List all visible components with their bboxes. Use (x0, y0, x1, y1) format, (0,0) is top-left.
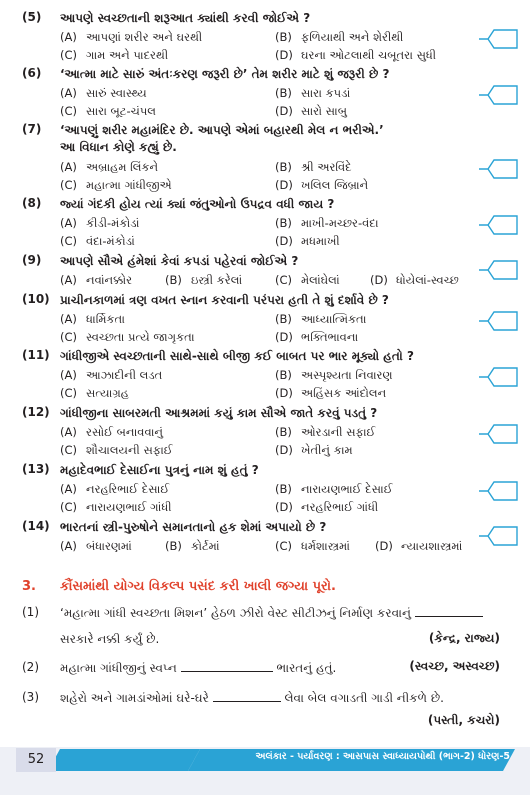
question-number: (5) (22, 10, 42, 24)
answer-box[interactable] (478, 259, 518, 281)
option-a[interactable]: (A) આપણાં શરીર અને ઘરથી (60, 30, 203, 44)
question-text: ગાંધીજીએ સ્વચ્છતાની સાથે-સાથે બીજી કઈ બાબત પર ભાર મૂક્યો હતો ? (60, 349, 414, 363)
option-d[interactable]: (D) ધોયેલાં-સ્વચ્છ (370, 273, 459, 287)
option-c[interactable]: (C) શૌચાલયની સફાઈ (60, 443, 173, 457)
blank-field[interactable] (181, 659, 273, 672)
option-d[interactable]: (D) ખલિલ જિબ્રાને (275, 178, 369, 192)
question-text: ભારતનાં સ્ત્રી-પુરુષોને સમાનતાનો હક શેમાં અપાયો છે ? (60, 520, 327, 534)
blank-field[interactable] (415, 604, 483, 617)
answer-box[interactable] (478, 423, 518, 445)
section-number: 3. (22, 579, 36, 594)
answer-box[interactable] (478, 158, 518, 180)
question-number: (10) (22, 292, 50, 306)
question-text: જ્યાં ગંદકી હોય ત્યાં ક્યાં જંતુઓનો ઉપદ્રવ વધી જાય ? (60, 197, 335, 211)
option-c[interactable]: (C) સત્યાગ્રહ (60, 386, 129, 400)
option-a[interactable]: (A) નરહરિભાઈ દેસાઈ (60, 482, 170, 496)
fill-hint: (સ્વચ્છ, અસ્વચ્છ) (409, 659, 500, 673)
option-b[interactable]: (B) કોર્ટમાં (165, 539, 220, 553)
footer-title: અલંકાર - પર્યાવરણ : આસપાસ સ્વાધ્યાયપોથી (ભાગ-2) ધોરણ-5 (255, 751, 510, 762)
answer-box[interactable] (478, 525, 518, 547)
option-c[interactable]: (C) વંદા-મંકોડાં (60, 234, 135, 248)
fill-1-line-1: ‘મહાત્મા ગાંધી સ્વચ્છતા મિશન’ હેઠળ ઝીરો વેસ્ટ સીટીઝનું નિર્માણ કરવાનું (60, 604, 483, 622)
answer-box[interactable] (478, 28, 518, 50)
question-text: ગાંધીજીના સાબરમતી આશ્રમમાં કયું કામ સૌએ જાતે કરવું પડતું ? (60, 406, 378, 420)
fill-number: (3) (22, 690, 39, 704)
question-number: (13) (22, 462, 50, 476)
option-d[interactable]: (D) ખેતીનું કામ (275, 443, 353, 457)
fill-hint: (કેન્દ્ર, રાજ્ય) (428, 631, 500, 645)
option-a[interactable]: (A) ધાર્મિકતા (60, 312, 125, 326)
option-c[interactable]: (C) મેલાંઘેલાં (275, 273, 340, 287)
option-b[interactable]: (B) ફળિયાથી અને શેરીથી (275, 30, 404, 44)
option-a[interactable]: (A) કીડી-મંકોડાં (60, 216, 140, 230)
question-text: આપણે સૌએ હંમેશાં કેવાં કપડાં પહેરવાં જોઈએ ? (60, 254, 299, 268)
answer-box[interactable] (478, 480, 518, 502)
question-text: ‘આત્મા માટે સારું અંતઃકરણ જરૂરી છે’ તેમ શરીર માટે શું જરૂરી છે ? (60, 67, 390, 81)
fill-number: (1) (22, 605, 39, 619)
question-text: પ્રાચીનકાળમાં ત્રણ વખત સ્નાન કરવાની પરંપરા હતી તે શું દર્શાવે છે ? (60, 293, 389, 307)
option-b[interactable]: (B) અસ્પૃશ્યતા નિવારણ (275, 368, 393, 382)
option-c[interactable]: (C) મહાત્મા ગાંધીજીએ (60, 178, 172, 192)
option-a[interactable]: (A) અબ્રાહમ લિંકને (60, 160, 159, 174)
option-d[interactable]: (D) નરહરિભાઈ ગાંધી (275, 500, 379, 514)
option-b[interactable]: (B) સારા કપડાં (275, 86, 351, 100)
option-d[interactable]: (D) ભક્તિભાવના (275, 330, 359, 344)
question-number: (7) (22, 122, 42, 136)
question-number: (6) (22, 66, 42, 80)
question-text: મહાદેવભાઈ દેસાઈના પુત્રનું નામ શું હતું ? (60, 463, 259, 477)
fill-3-line: શહેરો અને ગામડાંઓમાં ઘરે-ઘરે લેવા બેલ વગાડતી ગાડી નીકળે છે. (60, 691, 444, 705)
option-d[interactable]: (D) ન્યાયશાસ્ત્રમાં (375, 539, 463, 553)
fill-2-line: મહાત્મા ગાંધીજીનું સ્વપ્ન ભારતનું હતું. (60, 661, 337, 675)
question-text: ‘આપણું શરીર મહામંદિર છે. આપણે એમાં બહારથી મેલ ન ભરીએ.’ (60, 123, 384, 137)
option-b[interactable]: (B) ઇસ્ત્રી કરેલાં (165, 273, 243, 287)
answer-box[interactable] (478, 310, 518, 332)
section-title: કૌંસમાંથી યોગ્ય વિકલ્પ પસંદ કરી ખાલી જગ્યા પૂરો. (60, 579, 336, 594)
question-number: (11) (22, 348, 50, 362)
answer-box[interactable] (478, 84, 518, 106)
option-d[interactable]: (D) ઘરના ઓટલાથી ચબૂતરા સુધી (275, 48, 437, 62)
option-c[interactable]: (C) ગામ અને પાદરથી (60, 48, 169, 62)
option-d[interactable]: (D) અહિંસક આંદોલન (275, 386, 387, 400)
question-text-line-2: આ વિધાન કોણે કહ્યું છે. (60, 140, 177, 154)
option-a[interactable]: (A) આઝાદીની લડત (60, 368, 163, 382)
option-a[interactable]: (A) નવાંનક્કોર (60, 273, 133, 287)
option-a[interactable]: (A) સારું સ્વાસ્થ્ય (60, 86, 147, 100)
option-a[interactable]: (A) રસોઈ બનાવવાનું (60, 425, 164, 439)
question-number: (14) (22, 519, 50, 533)
answer-box[interactable] (478, 366, 518, 388)
option-d[interactable]: (D) મધમાખી (275, 234, 340, 248)
fill-hint: (પસ્તી, કચરો) (427, 713, 500, 727)
blank-field[interactable] (213, 689, 281, 702)
question-number: (9) (22, 253, 42, 267)
option-b[interactable]: (B) નારાયણભાઈ દેસાઈ (275, 482, 393, 496)
option-b[interactable]: (B) શ્રી અરવિંદે (275, 160, 352, 174)
option-b[interactable]: (B) ઓરડાની સફાઈ (275, 425, 376, 439)
fill-1-line-2: સરકારે નક્કી કર્યું છે. (60, 632, 160, 646)
option-c[interactable]: (C) ધર્મશાસ્ત્રમાં (275, 539, 350, 553)
fill-number: (2) (22, 660, 39, 674)
question-number: (12) (22, 405, 50, 419)
option-b[interactable]: (B) આધ્યાત્મિકતા (275, 312, 367, 326)
option-c[interactable]: (C) સારા બૂટ-ચંપલ (60, 104, 156, 118)
option-c[interactable]: (C) નારાયણભાઈ ગાંધી (60, 500, 172, 514)
page-number: 52 (16, 748, 56, 772)
answer-box[interactable] (478, 214, 518, 236)
question-number: (8) (22, 196, 42, 210)
option-b[interactable]: (B) માખી-મચ્છર-વંદા (275, 216, 379, 230)
option-c[interactable]: (C) સ્વચ્છતા પ્રત્યે જાગૃકતા (60, 330, 195, 344)
option-a[interactable]: (A) બંધારણમાં (60, 539, 132, 553)
question-text: આપણે સ્વચ્છતાની શરૂઆત ક્યાંથી કરવી જોઈએ ? (60, 11, 311, 25)
option-d[interactable]: (D) સારો સાબુ (275, 104, 347, 118)
